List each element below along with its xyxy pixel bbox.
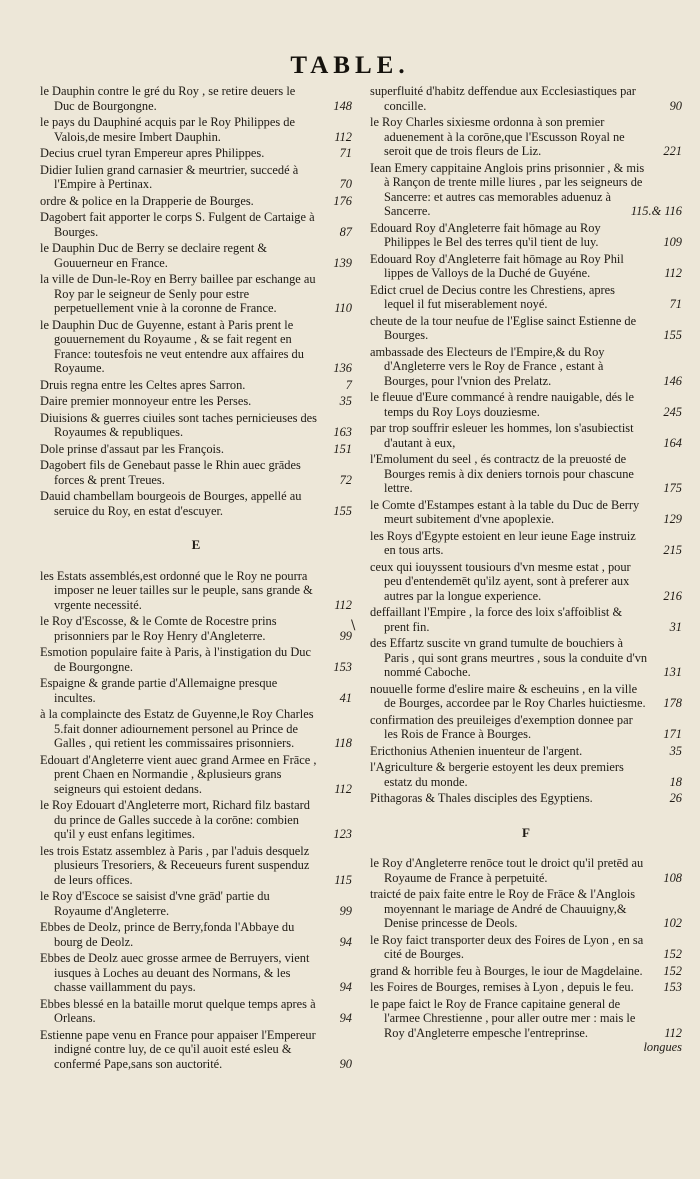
index-entry	[40, 411, 352, 440]
index-entry	[370, 161, 682, 219]
entry-text: le Dauphin Duc de Guyenne, estant à Paris prent le gouuernement du Royaume , & se fait regent en France: toutesfois ne veut entendre aux affaires du Royaume.	[40, 317, 304, 375]
entry-text: le fleuue d'Eure commancé à rendre nauigable, dés le temps du Roy Loys douziesme.	[370, 390, 635, 419]
entry-page-number: 139	[333, 255, 352, 270]
entry-text: Edict cruel de Decius contre les Chrestiens, apres lequel il fut miserablement noyé.	[370, 282, 615, 311]
entry-page-number: 153	[663, 980, 682, 994]
page-title: TABLE.	[290, 52, 410, 79]
index-entry	[370, 933, 682, 962]
entry-text: Diuisions & guerres ciuiles sont taches pernicieuses des Royaumes & republiques.	[40, 410, 318, 439]
entry-page-number: 41	[339, 690, 352, 705]
index-entry	[40, 676, 352, 705]
entry-page-number: 26	[669, 791, 682, 805]
entry-page-number: 175	[663, 481, 682, 495]
index-entry	[370, 314, 682, 343]
left-entries-d	[40, 84, 352, 518]
entry-text: Dole prinse d'assaut par les François.	[40, 441, 224, 456]
index-entry	[40, 569, 352, 613]
entry-page-number: 7	[345, 377, 352, 392]
entry-page-number: 112	[334, 597, 352, 612]
entry-text: ambassade des Electeurs de l'Empire,& du Roy d'Angleterre vers le Roy de France , estant à Bourges, pour l'vnion des Prelatz.	[370, 344, 605, 388]
entry-page-number: 221	[663, 144, 682, 158]
index-entry	[370, 498, 682, 527]
entry-page-number: 90	[339, 1056, 352, 1071]
entry-page-number: 99	[339, 903, 352, 918]
index-entry	[370, 452, 682, 496]
entry-text: les Roys d'Egypte estoient en leur ieune Eage instruiz en tous arts.	[370, 528, 636, 557]
entry-page-number: 136	[333, 361, 352, 375]
entry-text: les Foires de Bourges, remises à Lyon , depuis le feu.	[370, 980, 634, 994]
right-column	[370, 84, 682, 1055]
index-entry	[370, 560, 682, 604]
index-entry	[370, 421, 682, 450]
entry-text: Ebbes blessé en la bataille morut quelque temps apres à Orleans.	[40, 996, 316, 1025]
entry-text: Pithagoras & Thales disciples des Egyptiens.	[370, 791, 593, 805]
entry-page-number: 110	[334, 301, 352, 315]
entry-page-number: 70	[339, 177, 352, 191]
entry-page-number: 108	[663, 870, 682, 885]
entry-page-number: 155	[333, 503, 352, 518]
index-entry	[40, 84, 352, 113]
entry-page-number: 155	[663, 328, 682, 342]
entry-page-number: 118	[334, 736, 352, 750]
left-column	[40, 84, 352, 1073]
entry-page-number: 176	[333, 193, 352, 208]
entry-text: le pape faict le Roy de France capitaine general de l'armee Chrestienne , pour aller outre mer : mais le Roy d'Angleterre empesche l'entreprinse.	[370, 996, 636, 1040]
index-entry	[40, 614, 352, 643]
index-entry	[40, 798, 352, 842]
index-entry	[40, 997, 352, 1026]
entry-page-number: 112	[334, 129, 352, 144]
index-entry	[40, 394, 352, 409]
index-entry	[40, 194, 352, 209]
entry-page-number: 35	[339, 394, 352, 408]
index-entry	[40, 889, 352, 918]
entry-page-number: 94	[339, 980, 352, 994]
entry-page-number: 146	[663, 373, 682, 388]
entry-page-number: 152	[663, 963, 682, 978]
entry-text: Iean Emery cappitaine Anglois prins prisonnier , & mis à Rançon de trente mille liures , par les seigneurs de Sancerre: et autres cas memorables aduenuz à Sancerre.	[370, 160, 645, 218]
index-entry	[40, 146, 352, 161]
entry-text: Edouard Roy d'Angleterre fait hōmage au Roy Philippes le Bel des terres qu'il tient de luy.	[370, 220, 601, 249]
entry-text: Esmotion populaire faite à Paris, à l'instigation du Duc de Bourgongne.	[40, 645, 311, 674]
entry-text: le Roy Edouart d'Angleterre mort, Richard filz bastard du prince de Galles succede à la corōne: combien qu'il y eust enfans legitimes.	[40, 798, 310, 841]
index-entry	[40, 163, 352, 192]
entry-page-number: 164	[663, 435, 682, 450]
index-entry	[370, 283, 682, 312]
entry-text: Ebbes de Deolz, prince de Berry,fonda l'Abbaye du bourg de Deolz.	[40, 920, 295, 949]
entry-page-number: 71	[339, 146, 352, 160]
entry-text: des Effartz suscite vn grand tumulte de bouchiers à Paris , qui sont grans meurtres , sous la conduite d'vn nommé Caboche.	[370, 636, 648, 679]
entry-text: confirmation des preuileiges d'exemption donnee par les Rois de France à Bourges.	[370, 712, 633, 741]
entry-text: l'Agriculture & bergerie estoyent les deux premiers estatz du monde.	[370, 760, 624, 789]
index-entry	[370, 221, 682, 250]
index-entry	[40, 210, 352, 239]
entry-page-number: 94	[339, 1011, 352, 1025]
entry-page-number: 112	[334, 781, 352, 796]
index-entry	[370, 760, 682, 789]
index-entry	[370, 605, 682, 634]
entry-text: le Roy faict transporter deux des Foires de Lyon , en sa cité de Bourges.	[370, 932, 644, 961]
entry-page-number: 171	[663, 727, 682, 741]
index-entry	[370, 252, 682, 281]
section-letter-e: E	[191, 537, 201, 552]
index-entry	[370, 529, 682, 558]
index-entry	[370, 345, 682, 389]
entry-page-number: 245	[663, 404, 682, 419]
entry-page-number: 102	[663, 916, 682, 930]
entry-page-number: 178	[663, 696, 682, 710]
index-entry	[40, 951, 352, 995]
entry-text: Daire premier monnoyeur entre les Perses.	[40, 394, 252, 408]
entry-page-number: 72	[339, 472, 352, 487]
index-entry	[370, 682, 682, 711]
index-entry	[40, 115, 352, 144]
index-entry	[40, 318, 352, 376]
entry-page-number: 131	[663, 665, 682, 679]
index-entry	[370, 980, 682, 995]
entry-text: Dagobert fils de Genebaut passe le Rhin auec grādes forces & prent Treues.	[40, 458, 301, 487]
index-entry	[40, 920, 352, 949]
entry-page-number: 123	[333, 827, 352, 841]
entry-page-number: 112	[664, 266, 682, 280]
entry-text: Edouard Roy d'Angleterre fait hōmage au Roy Phil lippes de Valloys de la Duché de Guyéne.	[370, 251, 624, 280]
entry-page-number: 90	[669, 98, 682, 113]
entry-text: Decius cruel tyran Empereur apres Philippes.	[40, 146, 265, 160]
entry-page-number: 87	[339, 224, 352, 239]
entry-text: la ville de Dun-le-Roy en Berry baillee par eschange au Roy par le seigneur de Senly pour estre perpetuellement vnie à la coronne de France.	[40, 272, 316, 315]
index-entry	[370, 713, 682, 742]
entry-page-number: 35	[669, 743, 682, 758]
entry-text: à la complaincte des Estatz de Guyenne,le Roy Charles 5.fait donner adiournement personel au Prince de Galles , qui retient les commissaires prisonniers.	[40, 707, 314, 750]
entry-text: nouuelle forme d'eslire maire & escheuins , en la ville de Bourges, accordee par le Roy Charles huictiesme.	[370, 681, 646, 710]
right-entries-e	[370, 84, 682, 806]
entry-text: Ericthonius Athenien inuenteur de l'argent.	[370, 743, 583, 758]
entry-text: Druis regna entre les Celtes apres Sarron.	[40, 377, 246, 392]
entry-page-number: 94	[339, 934, 352, 949]
entry-text: Ebbes de Deolz auec grosse armee de Berruyers, vient iusques à Loches au deuant des Normans, & les chasse vaillamment du pays.	[40, 951, 310, 994]
entry-text: le Roy Charles sixiesme ordonna à son premier aduenement à la corōne,que l'Escusson Royal ne seroit que de trois fleurs de Liz.	[370, 115, 625, 158]
entry-text: les trois Estatz assemblez à Paris , par l'aduis desquelz plusieurs Tresoriers, & Receueurs furent suspenduz de leurs offices.	[40, 843, 310, 887]
entry-text: superfluité d'habitz deffendue aux Ecclesiastiques par concille.	[370, 84, 636, 113]
index-entry	[370, 856, 682, 885]
entry-page-number: 151	[333, 441, 352, 456]
index-entry	[40, 707, 352, 751]
index-entry	[40, 458, 352, 487]
entry-page-number: 153	[333, 659, 352, 674]
entry-text: le Dauphin Duc de Berry se declaire regent & Gouuerneur en France.	[40, 241, 268, 270]
entry-page-number: 115.& 116	[630, 204, 682, 218]
entry-page-number: 148	[333, 98, 352, 113]
entry-text: cheute de la tour neufue de l'Eglise sainct Estienne de Bourges.	[370, 313, 637, 342]
entry-text: ordre & police en la Drapperie de Bourges.	[40, 193, 254, 208]
left-entries-e	[40, 569, 352, 1072]
entry-text: ceux qui iouyssent tousiours d'vn mesme estat , pour peu d'entendemēt qu'ilz ayent, sont à preferer aux autres par la longue experience.	[370, 559, 631, 603]
entry-page-number: 115	[334, 872, 352, 887]
entry-text: le Comte d'Estampes estant à la table du Duc de Berry meurt subitement d'vne apoplexie.	[370, 497, 640, 526]
index-entry	[370, 997, 682, 1041]
index-entry	[370, 791, 682, 806]
entry-text: grand & horrible feu à Bourges, le iour de Magdelaine.	[370, 963, 643, 978]
entry-page-number: 163	[333, 425, 352, 439]
index-entry	[40, 844, 352, 888]
entry-text: le Roy d'Escoce se saisist d'vne grād' partie du Royaume d'Angleterre.	[40, 889, 270, 918]
entry-text: Espaigne & grande partie d'Allemaigne presque incultes.	[40, 676, 278, 705]
gutter-mark: \	[351, 618, 356, 633]
index-entry	[370, 887, 682, 931]
entry-text: le Roy d'Angleterre renōce tout le droict qu'il pretēd au Royaume de France à perpetuité.	[370, 856, 644, 885]
index-entry	[370, 636, 682, 680]
entry-text: Dauid chambellam bourgeois de Bourges, appellé au seruice du Roy, en estat d'escuyer.	[40, 489, 302, 518]
index-entry	[40, 753, 352, 797]
entry-page-number: 71	[669, 297, 682, 311]
entry-page-number: 152	[663, 947, 682, 961]
entry-text: le Roy d'Escosse, & le Comte de Rocestre prins prisonniers par le Roy Henry d'Angleterre.	[40, 614, 277, 643]
entry-text: Dagobert fait apporter le corps S. Fulgent de Cartaige à Bourges.	[40, 210, 315, 239]
entry-page-number: 109	[663, 235, 682, 249]
index-entry	[40, 1028, 352, 1072]
entry-page-number: 99	[339, 628, 352, 643]
entry-text: les Estats assemblés,est ordonné que le Roy ne pourra imposer ne leuer tailles sur le peuple, sans grande & vrgente necessité.	[40, 568, 313, 612]
index-entry	[40, 442, 352, 457]
entry-page-number: 129	[663, 512, 682, 526]
entry-page-number: 215	[663, 543, 682, 557]
index-entry	[40, 645, 352, 674]
index-entry	[40, 489, 352, 518]
section-letter-f: F	[522, 824, 530, 840]
entry-text: l'Emolument du seel , és contractz de la preuosté de Bourges remis à dix deniers tornois pour chascune lettre.	[370, 452, 634, 495]
entry-page-number: 216	[663, 588, 682, 603]
index-entry	[40, 272, 352, 316]
entry-text: Estienne pape venu en France pour appaiser l'Empereur indigné contre luy, de ce qu'il auoit esté esleu & confermé Pape,sans son auctorité.	[40, 1027, 316, 1071]
index-entry	[40, 241, 352, 270]
entry-text: le Dauphin contre le gré du Roy , se retire deuers le Duc de Bourgongne.	[40, 84, 296, 113]
index-entry	[370, 115, 682, 159]
entry-text: Edouart d'Angleterre vient auec grand Armee en Frāce , prent Chaen en Normandie , &plusieurs grans seigneurs qui estoient dedans.	[40, 752, 317, 796]
entry-page-number: 18	[669, 774, 682, 789]
entry-text: traicté de paix faite entre le Roy de Frāce & l'Anglois moyennant le mariage de André de Chauuigny,& Denise princesse de Deols.	[370, 887, 636, 930]
entry-page-number: 31	[669, 619, 682, 634]
index-entry	[370, 84, 682, 113]
entry-text: le pays du Dauphiné acquis par le Roy Philippes de Valois,de mesire Imbert Dauphin.	[40, 115, 295, 144]
entry-text: Didier Iulien grand carnasier & meurtrier, succedé à l'Empire à Pertinax.	[40, 162, 299, 191]
entry-text: deffaillant l'Empire , la force des loix s'affoiblist & prent fin.	[370, 605, 623, 634]
right-entries-f	[370, 856, 682, 1040]
index-entry	[40, 378, 352, 393]
catchword: longues	[643, 1040, 682, 1054]
entry-text: par trop souffrir esleuer les hommes, lon s'asubiectist d'autant à eux,	[370, 421, 634, 450]
index-entry	[370, 744, 682, 759]
index-entry	[370, 390, 682, 419]
index-entry	[370, 964, 682, 979]
entry-page-number: 112	[664, 1025, 682, 1040]
